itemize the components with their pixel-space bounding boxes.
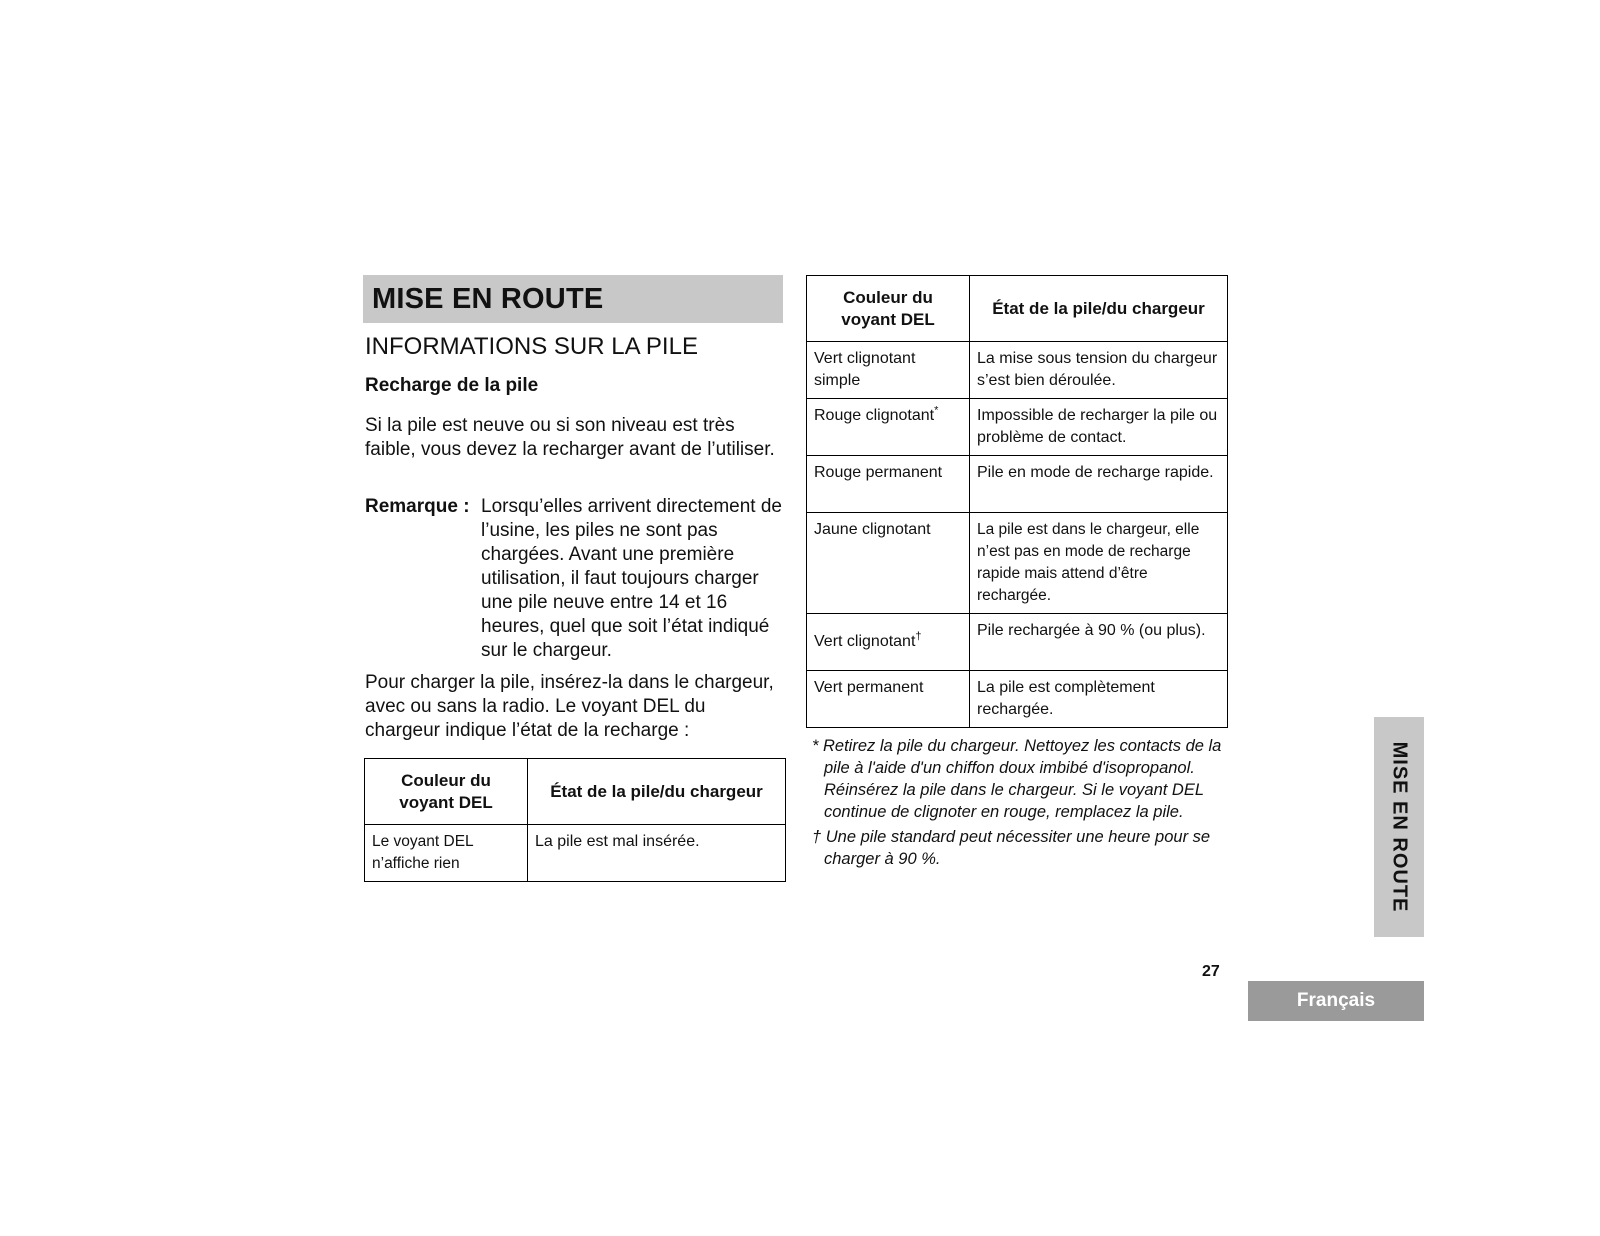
cell-status: Impossible de recharger la pile ou problème de contact. xyxy=(970,399,1228,456)
header-led-color: Couleur du voyant DEL xyxy=(807,276,970,342)
note-label: Remarque : xyxy=(365,496,470,517)
led-color-text: Vert clignotant simple xyxy=(814,350,916,389)
cell-led-color xyxy=(807,399,970,456)
table-row xyxy=(365,825,786,882)
header-led-color: Couleur du voyant DEL xyxy=(365,759,528,825)
cell-led-color xyxy=(807,513,970,614)
language-tab xyxy=(1248,981,1424,1021)
led-table-left xyxy=(364,758,786,882)
cell-led-color xyxy=(807,456,970,513)
footnote-asterisk: * Retirez la pile du chargeur. Nettoyez les contacts de la pile à l'aide d'un chiffon doux imbibé d'isopropanol. Réinsérez la pile dans le chargeur. Si le voyant DEL continue de clignoter en rouge, remplacez la pile. xyxy=(812,737,1222,821)
cell-led-color xyxy=(807,614,970,671)
section-banner xyxy=(363,275,783,323)
cell-status: Pile rechargée à 90 % (ou plus). xyxy=(970,614,1228,671)
table-header-row xyxy=(365,759,786,825)
table-row xyxy=(807,342,1228,399)
table-row xyxy=(807,456,1228,513)
header-status: État de la pile/du chargeur xyxy=(970,276,1228,342)
led-table-right xyxy=(806,275,1228,728)
language-tab-label: Français xyxy=(1296,990,1376,1011)
section-heading: INFORMATIONS SUR LA PILE xyxy=(365,333,698,360)
cell-status: La pile est dans le chargeur, elle n’est pas en mode de recharge rapide mais attend d’être rechargée. xyxy=(970,513,1228,614)
led-color-text: Rouge clignotant xyxy=(814,407,935,424)
note-text: Lorsqu’elles arrivent directement de l’usine, les piles ne sont pas chargées. Avant une première utilisation, il faut toujours charger une pile neuve entre 14 et 16 heures, quel que soit l’état indiqué sur le chargeur. xyxy=(481,496,782,661)
table-row xyxy=(807,513,1228,614)
section-banner-title: MISE EN ROUTE xyxy=(372,282,604,315)
led-color-text: Jaune clignotant xyxy=(814,521,931,538)
table-header-row xyxy=(807,276,1228,342)
cell-status: La mise sous tension du chargeur s’est bien déroulée. xyxy=(970,342,1228,399)
led-color-text: Vert clignotant xyxy=(814,633,916,650)
footnotes xyxy=(812,735,1232,873)
intro-paragraph: Si la pile est neuve ou si son niveau est très faible, vous devez la recharger avant de l’utiliser. xyxy=(365,415,775,460)
charge-paragraph: Pour charger la pile, insérez-la dans le chargeur, avec ou sans la radio. Le voyant DEL du chargeur indique l’état de la recharge : xyxy=(365,672,774,741)
led-color-text: Rouge permanent xyxy=(814,464,943,481)
side-section-tab-label: MISE EN ROUTE xyxy=(1388,741,1411,913)
header-status: État de la pile/du chargeur xyxy=(528,759,786,825)
page-number: 27 xyxy=(1202,963,1220,980)
cell-status: Pile en mode de recharge rapide. xyxy=(970,456,1228,513)
cell-led-color xyxy=(807,342,970,399)
cell-status: La pile est mal insérée. xyxy=(528,825,786,882)
sub-heading: Recharge de la pile xyxy=(365,375,539,396)
table-row xyxy=(807,399,1228,456)
cell-led-color: Le voyant DEL n’affiche rien xyxy=(365,825,528,882)
footnote-mark: † xyxy=(915,630,922,643)
footnote-mark: * xyxy=(934,404,939,417)
table-row xyxy=(807,614,1228,671)
table-row xyxy=(807,671,1228,728)
cell-status: La pile est complètement rechargée. xyxy=(970,671,1228,728)
side-section-tab xyxy=(1374,717,1424,937)
led-color-text: Vert permanent xyxy=(814,679,924,696)
cell-led-color xyxy=(807,671,970,728)
footnote-dagger: † Une pile standard peut nécessiter une heure pour se charger à 90 %. xyxy=(812,828,1211,868)
